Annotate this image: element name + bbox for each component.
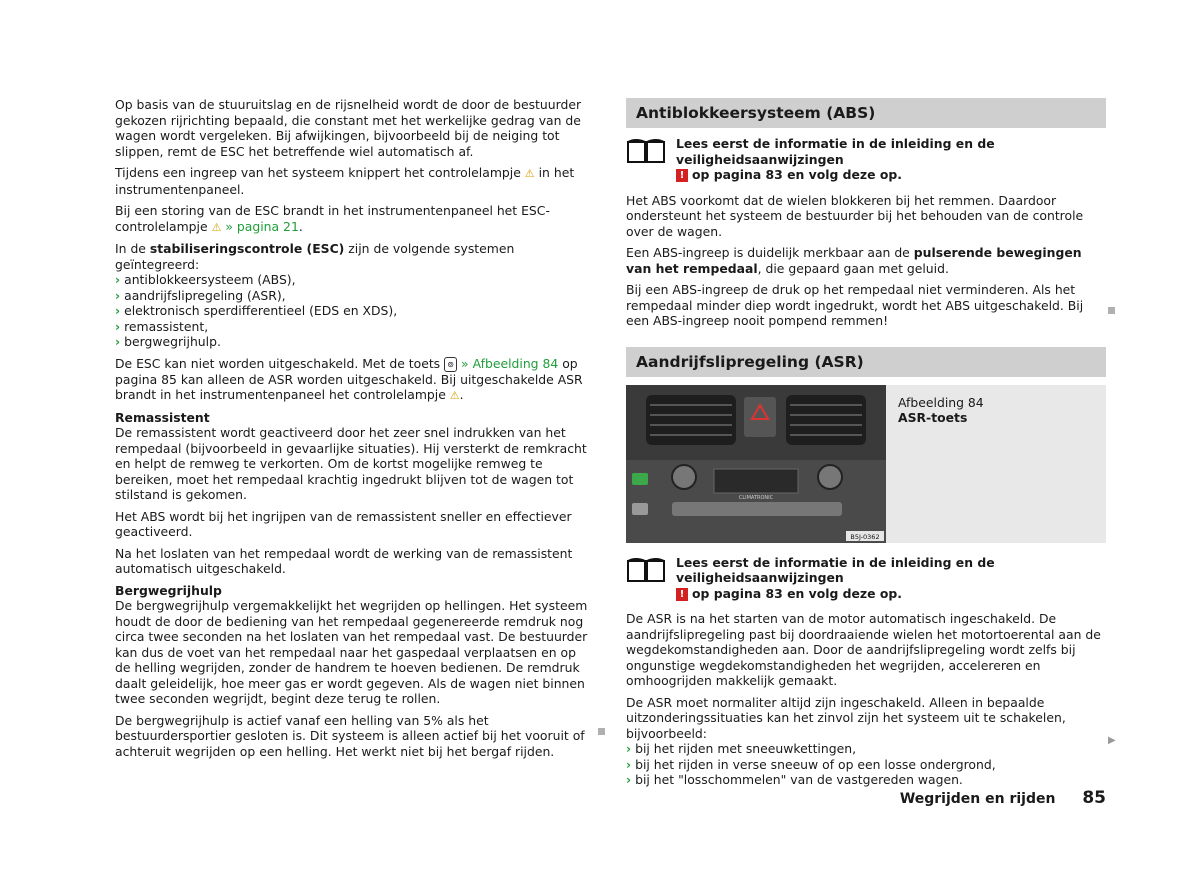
list-item: › bij het rijden met sneeuwkettingen,	[626, 741, 1106, 757]
page-footer	[900, 788, 1106, 808]
paragraph: Bij een ABS-ingreep de druk op het rempedaal niet verminderen. Als het rempedaal minder diep wordt ingedrukt, wordt het ABS uitgeschakeld. Bij een ABS-ingreep nooit pompend remmen!	[626, 282, 1084, 328]
page-number: 85	[1082, 788, 1106, 808]
paragraph: De ASR moet normaliter altijd zijn ingeschakeld. Alleen in bepaalde uitzonderingssituaties kan het zinvol zijn het systeem uit te schakelen, bijvoorbeeld:	[626, 694, 1066, 741]
page-link[interactable]: » pagina 21	[225, 218, 299, 234]
paragraph: Op basis van de stuuruitslag en de rijsnelheid wordt de door de bestuurder gekozen rijrichting bepaald, die constant met het werkelijke gedrag van de wagen wordt vergeleken. Bij afwijkingen, bijvoorbeeld bij de neiging tot slippen, remt de ESC het betreffende wiel automatisch af.	[115, 97, 582, 159]
paragraph: De bergwegrijhulp vergemakkelijkt het wegrijden op hellingen. Het systeem houdt de door de bediening van het rempedaal gegenereerde remdruk nog circa twee seconden na het loslaten van het rempedaal vast. De bestuurder kan dus de voet van het rempedaal naar het gaspedaal verplaatsen en op de helling wegrijden, zonder de handrem te hoeven bedienen. De remdruk daalt geleidelijk, hoe meer gas er wordt gegeven. Als de wagen niet binnen twee seconden wegrijdt, begint deze terug te rollen.	[115, 598, 588, 706]
figure-label: Afbeelding 84	[898, 394, 984, 410]
paragraph: De ESC kan niet worden uitgeschakeld. Met de toets ⊚ » Afbeelding 84 op pagina 85 kan alleen de ASR worden uitgeschakeld. Bij uitgeschakelde ASR brandt in het instrumentenpaneel het controlelampje ⚠.	[115, 355, 583, 402]
safety-note: Lees eerst de informatie in de inleiding en de veiligheidsaanwijzingen ! op pagina 83 en volg deze op.	[626, 136, 1106, 183]
exclamation-icon: !	[676, 169, 688, 182]
list-item: › remassistent,	[115, 319, 593, 335]
figure-code: B5J-0362	[850, 532, 880, 541]
paragraph: Een ABS-ingreep is duidelijk merkbaar aan de pulserende bewegingen van het rempedaal, die gepaard gaan met geluid.	[626, 245, 1082, 276]
safety-note: Lees eerst de informatie in de inleiding en de veiligheidsaanwijzingen ! op pagina 83 en volg deze op.	[626, 555, 1106, 602]
figure-link[interactable]: » Afbeelding 84	[461, 355, 559, 371]
paragraph: Het ABS voorkomt dat de wielen blokkeren bij het remmen. Daardoor ondersteunt het systeem de bestuurder bij het behouden van de controle over de wagen.	[626, 192, 1084, 239]
right-column	[626, 98, 1106, 788]
list-item: › elektronisch sperdifferentieel (EDS en XDS),	[115, 303, 593, 319]
paragraph: Tijdens een ingreep van het systeem knippert het controlelampje ⚠ in het instrumentenpaneel.	[115, 165, 575, 197]
esc-warning-lamp-icon: ⚠	[211, 220, 222, 234]
section-title-asr: Aandrijfslipregeling (ASR)	[626, 347, 1106, 377]
dashboard-photo	[626, 385, 886, 543]
list-item: › antiblokkeersysteem (ABS),	[115, 272, 593, 288]
list-item: › bergwegrijhulp.	[115, 334, 593, 350]
continue-arrow-icon: ▶	[1108, 735, 1116, 746]
paragraph: Na het loslaten van het rempedaal wordt de werking van de remassistent automatisch uitgeschakeld.	[115, 545, 573, 576]
asr-key-icon: ⊚	[444, 357, 457, 372]
paragraph: In de stabiliseringscontrole (ESC) zijn de volgende systemen geïntegreerd:	[115, 241, 515, 272]
figure-84	[626, 385, 1106, 543]
left-column	[115, 97, 593, 765]
subheading: Bergwegrijhulp	[115, 582, 222, 598]
climatronic-label: CLIMATRONIC	[738, 494, 774, 501]
list-item: › bij het rijden in verse sneeuw of op een losse ondergrond,	[626, 757, 1106, 773]
book-icon	[626, 138, 666, 164]
esc-warning-lamp-icon: ⚠	[524, 167, 535, 180]
list-item: › aandrijfslipregeling (ASR),	[115, 288, 593, 304]
system-list	[115, 272, 593, 350]
section-title-abs: Antiblokkeersysteem (ABS)	[626, 98, 1106, 128]
figure-caption	[886, 385, 1106, 543]
paragraph: De remassistent wordt geactiveerd door het zeer snel indrukken van het rempedaal (bijvoorbeeld in gevaarlijke situaties). Hij versterkt de remkracht en helpt de remweg te verkorten. Om de kortst mogelijke remweg te bereiken, moet het rempedaal krachtig ingedrukt blijven tot de wagen tot stilstand is gekomen.	[115, 425, 587, 502]
list-item: › bij het "losschommelen" van de vastgereden wagen.	[626, 772, 1106, 788]
esc-warning-lamp-icon: ⚠	[449, 389, 460, 402]
paragraph: De bergwegrijhulp is actief vanaf een helling van 5% als het bestuurdersportier gesloten is. Dit systeem is alleen actief bij het vooruit of achteruit wegrijden op een helling. Het werkt niet bij het bergaf rijden.	[115, 712, 585, 759]
exclamation-icon: !	[676, 588, 688, 601]
paragraph: Bij een storing van de ESC brandt in het instrumentenpaneel het ESC-controlelampje ⚠ » pagina 21.	[115, 203, 550, 234]
figure-title: ASR-toets	[898, 410, 968, 425]
footer-section: Wegrijden en rijden	[899, 791, 1056, 807]
asr-list	[626, 741, 1106, 788]
paragraph: Het ABS wordt bij het ingrijpen van de remassistent sneller en effectiever geactiveerd.	[115, 508, 572, 539]
section-end-marker	[1108, 307, 1115, 314]
paragraph: De ASR is na het starten van de motor automatisch ingeschakeld. De aandrijfslipregeling past bij doordraaiende wielen het motortoerental aan de wegdekomstandigheden aan. Door de aandrijfslipregeling wordt zelfs bij ongunstige wegdekomstandigheden het wegrijden, accelereren en omhoogrijden makkelijk gemaakt.	[626, 611, 1101, 688]
subheading: Remassistent	[115, 409, 210, 425]
book-icon	[626, 557, 666, 583]
section-end-marker	[598, 728, 605, 735]
